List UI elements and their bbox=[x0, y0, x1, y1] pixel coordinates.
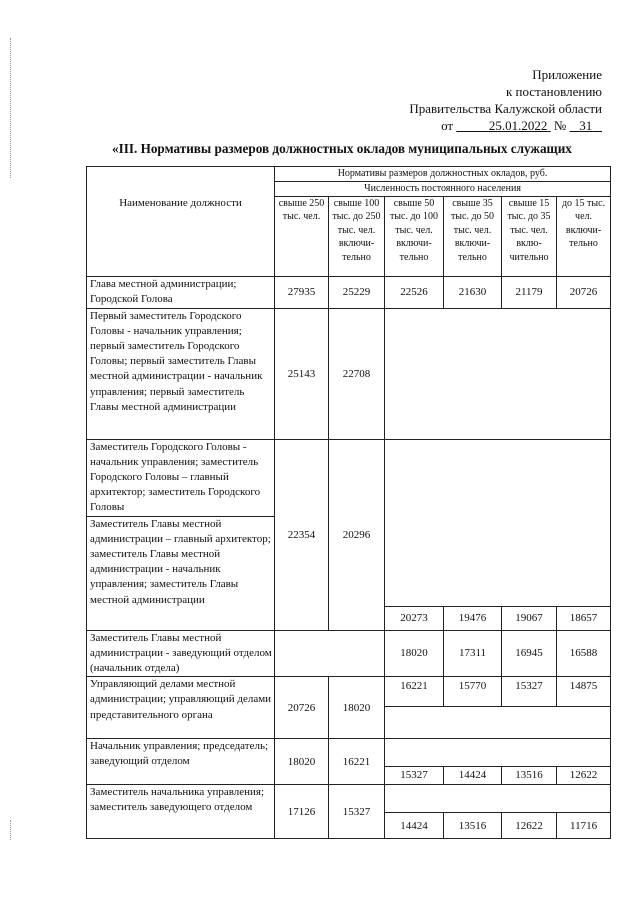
cell-r2-empty bbox=[385, 308, 611, 439]
cell-r3b-c5: 19067 bbox=[502, 606, 557, 630]
cell-r5-c6: 14875 bbox=[557, 677, 611, 707]
cell-r4-empty bbox=[275, 630, 385, 677]
cell-r6-c3: 15327 bbox=[385, 767, 444, 785]
cell-r4-c4: 17311 bbox=[444, 630, 502, 677]
cell-r6-empty bbox=[385, 739, 611, 767]
row-name-3b: Заместитель Главы местной администрации – главный архитектор; заместитель Главы местной администрации - начальник управления; заместитель Главы местной администрации bbox=[87, 516, 275, 630]
cell-r6-c5: 13516 bbox=[502, 767, 557, 785]
document-title: «III. Нормативы размеров должностных окладов муниципальных служащих bbox=[112, 141, 572, 156]
cell-r2-c2: 22708 bbox=[329, 308, 385, 439]
cell-r3-empty bbox=[385, 439, 611, 606]
cell-r5-empty bbox=[385, 707, 611, 739]
cell-r3-c1: 22354 bbox=[275, 439, 329, 630]
cell-r7-c1: 17126 bbox=[275, 785, 329, 839]
cell-r1-c1: 27935 bbox=[275, 276, 329, 308]
date-prefix: от bbox=[441, 118, 454, 133]
cell-r6-c1: 18020 bbox=[275, 739, 329, 785]
cell-r1-c2: 25229 bbox=[329, 276, 385, 308]
group-header: Нормативы размеров должностных окладов, руб. bbox=[275, 167, 611, 182]
cell-r7-c5: 12622 bbox=[502, 813, 557, 839]
header-line-2: к постановлению bbox=[505, 84, 602, 99]
cell-r6-c4: 14424 bbox=[444, 767, 502, 785]
col-header-1: свыше 250 тыс. чел. bbox=[275, 196, 329, 276]
header-line-3: Правительства Калужской области bbox=[409, 101, 602, 116]
col-header-3: свыше 50 тыс. до 100 тыс. чел. включи-тельно bbox=[385, 196, 444, 276]
row-name-6: Начальник управления; председатель; заведующий отделом bbox=[87, 739, 275, 785]
col-header-5: свыше 15 тыс. до 35 тыс. чел. вклю-чительно bbox=[502, 196, 557, 276]
cell-r1-c6: 20726 bbox=[557, 276, 611, 308]
resolution-header bbox=[409, 66, 602, 134]
cell-r3b-c6: 18657 bbox=[557, 606, 611, 630]
cell-r1-c3: 22526 bbox=[385, 276, 444, 308]
number-value: 31 bbox=[579, 118, 593, 133]
cell-r5-c1: 20726 bbox=[275, 677, 329, 739]
date-value: 25.01.2022 bbox=[488, 118, 548, 133]
cell-r5-c2: 18020 bbox=[329, 677, 385, 739]
number-prefix: № bbox=[553, 118, 567, 133]
col-header-6: до 15 тыс. чел. включи-тельно bbox=[557, 196, 611, 276]
cell-r2-c1: 25143 bbox=[275, 308, 329, 439]
cell-r4-c6: 16588 bbox=[557, 630, 611, 677]
cell-r7-empty bbox=[385, 785, 611, 813]
salary-table bbox=[86, 166, 610, 830]
cell-r5-c3: 16221 bbox=[385, 677, 444, 707]
margin-dots-top bbox=[10, 38, 12, 178]
col-header-4: свыше 35 тыс. до 50 тыс. чел. включи-тельно bbox=[444, 196, 502, 276]
cell-r5-c4: 15770 bbox=[444, 677, 502, 707]
cell-r3-c2: 20296 bbox=[329, 439, 385, 630]
cell-r3b-c4: 19476 bbox=[444, 606, 502, 630]
row-name-3a: Заместитель Городского Головы - начальник управления; заместитель Городского Головы – главный архитектор; заместитель Городского Головы bbox=[87, 439, 275, 516]
cell-r7-c3: 14424 bbox=[385, 813, 444, 839]
row-name-4: Заместитель Главы местной администрации - заведующий отделом (начальник отдела) bbox=[87, 630, 275, 677]
header-line-1: Приложение bbox=[532, 67, 602, 82]
cell-r5-c5: 15327 bbox=[502, 677, 557, 707]
cell-r4-c3: 18020 bbox=[385, 630, 444, 677]
cell-r7-c6: 11716 bbox=[557, 813, 611, 839]
col-header-2: свыше 100 тыс. до 250 тыс. чел. включи-тельно bbox=[329, 196, 385, 276]
row-name-7: Заместитель начальника управления; заместитель заведующего отделом bbox=[87, 785, 275, 839]
row-name-1: Глава местной администрации; Городской Голова bbox=[87, 276, 275, 308]
cell-r1-c4: 21630 bbox=[444, 276, 502, 308]
row-name-5: Управляющий делами местной администрации; управляющий делами представительного органа bbox=[87, 677, 275, 739]
cell-r7-c4: 13516 bbox=[444, 813, 502, 839]
cell-r1-c5: 21179 bbox=[502, 276, 557, 308]
cell-r6-c6: 12622 bbox=[557, 767, 611, 785]
subgroup-header: Численность постоянного населения bbox=[275, 182, 611, 197]
cell-r7-c2: 15327 bbox=[329, 785, 385, 839]
row-name-2: Первый заместитель Городского Головы - начальник управления; первый заместитель Городского Головы; первый заместитель Главы местной администрации - начальник управления; первый заместитель Главы местной администрации bbox=[87, 308, 275, 439]
col-name-header: Наименование должности bbox=[87, 167, 275, 277]
cell-r4-c5: 16945 bbox=[502, 630, 557, 677]
header-date-line bbox=[409, 117, 602, 134]
cell-r6-c2: 16221 bbox=[329, 739, 385, 785]
margin-dots-bottom bbox=[10, 820, 12, 840]
cell-r3b-c3: 20273 bbox=[385, 606, 444, 630]
